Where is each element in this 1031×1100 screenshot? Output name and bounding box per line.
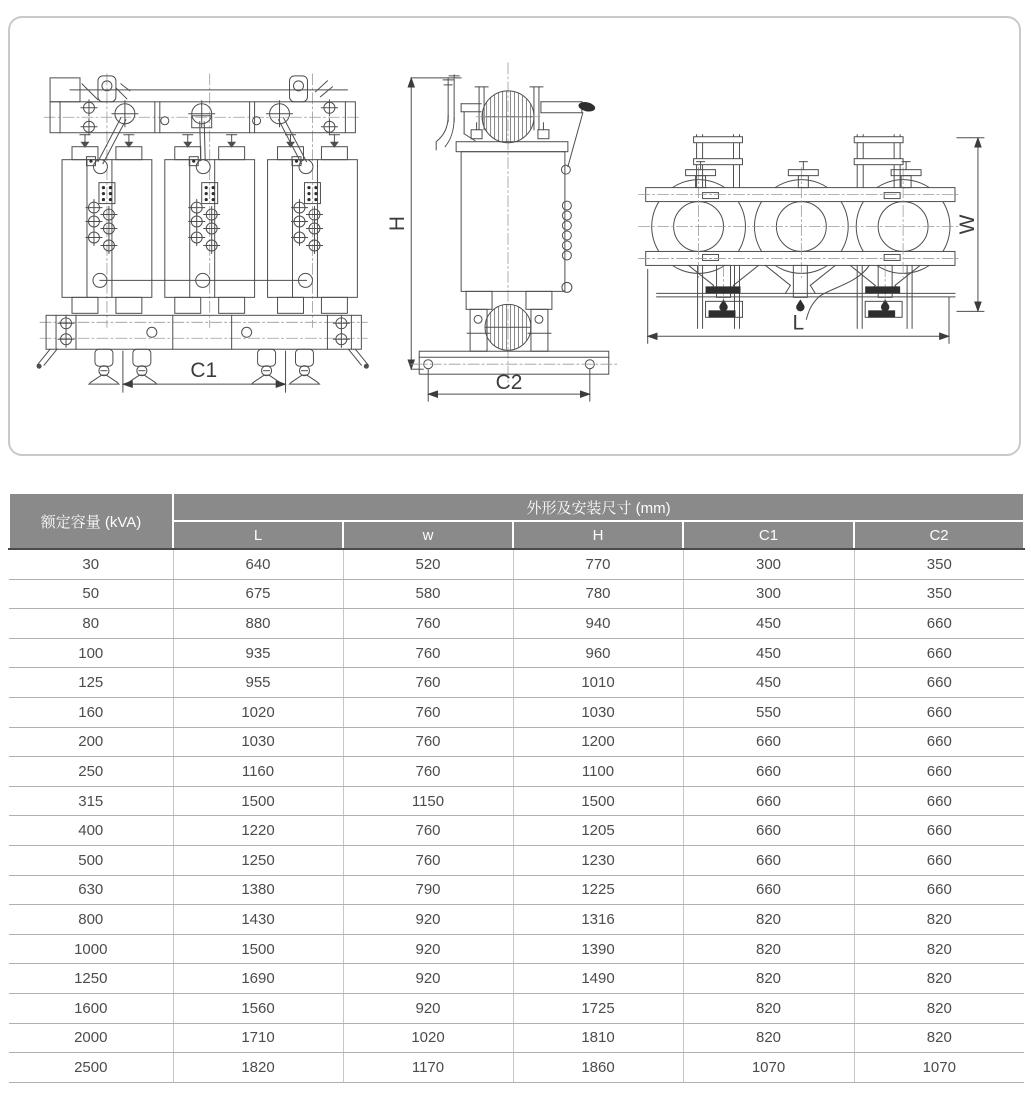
dimension-cell: 820 — [683, 1023, 854, 1053]
column-header-w: w — [343, 521, 513, 549]
column-header-h: H — [513, 521, 683, 549]
dimension-cell: 1860 — [513, 1053, 683, 1083]
rated-capacity-cell: 800 — [9, 905, 173, 935]
side-view-drawing — [386, 63, 617, 401]
dimension-cell: 1560 — [173, 993, 343, 1023]
dimension-cell: 660 — [683, 845, 854, 875]
top-view-drawing — [639, 135, 984, 344]
rated-capacity-cell: 1000 — [9, 934, 173, 964]
dimension-cell: 1500 — [173, 786, 343, 816]
dimension-cell: 1380 — [173, 875, 343, 905]
table-row — [9, 905, 1024, 935]
dimension-cell: 1490 — [513, 964, 683, 994]
rated-capacity-cell: 1600 — [9, 993, 173, 1023]
dimension-cell: 1690 — [173, 964, 343, 994]
dimension-cell: 660 — [854, 786, 1024, 816]
dimension-cell: 1070 — [854, 1053, 1024, 1083]
table-row — [9, 549, 1024, 579]
dimension-cell: 300 — [683, 549, 854, 579]
dimension-cell: 350 — [854, 579, 1024, 609]
rated-capacity-cell: 2000 — [9, 1023, 173, 1053]
dimension-cell: 1200 — [513, 727, 683, 757]
dimension-cell: 820 — [854, 905, 1024, 935]
rated-capacity-cell: 200 — [9, 727, 173, 757]
dimension-cell: 820 — [854, 964, 1024, 994]
dimension-cell: 1230 — [513, 845, 683, 875]
dimension-cell: 1020 — [343, 1023, 513, 1053]
dimensions-table-section — [8, 492, 1023, 1083]
table-row — [9, 638, 1024, 668]
rated-capacity-cell: 125 — [9, 668, 173, 698]
rated-capacity-cell: 160 — [9, 697, 173, 727]
dimension-cell: 820 — [683, 993, 854, 1023]
dimension-cell: 660 — [854, 875, 1024, 905]
dimension-cell: 580 — [343, 579, 513, 609]
dimension-cell: 770 — [513, 549, 683, 579]
dimension-cell: 780 — [513, 579, 683, 609]
dimension-cell: 660 — [854, 816, 1024, 846]
column-header-l: L — [173, 521, 343, 549]
dimensions-group-header: 外形及安装尺寸 (mm) — [173, 493, 1024, 521]
dimension-cell: 880 — [173, 609, 343, 639]
rated-capacity-header: 额定容量 (kVA) — [9, 493, 173, 549]
dimension-cell: 1820 — [173, 1053, 343, 1083]
dimension-cell: 1725 — [513, 993, 683, 1023]
dimension-cell: 675 — [173, 579, 343, 609]
dimension-cell: 660 — [683, 816, 854, 846]
diagram-panel — [8, 16, 1021, 456]
table-row — [9, 697, 1024, 727]
dimension-cell: 940 — [513, 609, 683, 639]
dimension-cell: 660 — [854, 638, 1024, 668]
rated-capacity-cell: 500 — [9, 845, 173, 875]
table-row — [9, 964, 1024, 994]
rated-capacity-cell: 250 — [9, 757, 173, 787]
dimension-cell: 660 — [854, 757, 1024, 787]
table-row — [9, 845, 1024, 875]
front-view-drawing — [37, 74, 369, 392]
dimension-cell: 1250 — [173, 845, 343, 875]
dimension-cell: 760 — [343, 845, 513, 875]
dimension-cell: 760 — [343, 727, 513, 757]
dimension-cell: 760 — [343, 668, 513, 698]
dimension-cell: 350 — [854, 549, 1024, 579]
table-row — [9, 875, 1024, 905]
table-row — [9, 816, 1024, 846]
dimension-cell: 1500 — [173, 934, 343, 964]
table-row — [9, 993, 1024, 1023]
dimension-cell: 1205 — [513, 816, 683, 846]
dimension-cell: 820 — [683, 964, 854, 994]
dimension-cell: 820 — [854, 934, 1024, 964]
rated-capacity-cell: 80 — [9, 609, 173, 639]
dimension-cell: 955 — [173, 668, 343, 698]
rated-capacity-cell: 2500 — [9, 1053, 173, 1083]
dimension-cell: 450 — [683, 609, 854, 639]
dimension-cell: 1430 — [173, 905, 343, 935]
dimension-cell: 760 — [343, 816, 513, 846]
dimension-cell: 1150 — [343, 786, 513, 816]
dimension-cell: 1030 — [513, 697, 683, 727]
dimension-cell: 660 — [683, 727, 854, 757]
dimension-cell: 1160 — [173, 757, 343, 787]
dimension-cell: 920 — [343, 905, 513, 935]
rated-capacity-cell: 100 — [9, 638, 173, 668]
dimension-cell: 660 — [683, 757, 854, 787]
table-row — [9, 1053, 1024, 1083]
rated-capacity-cell: 315 — [9, 786, 173, 816]
dimension-cell: 1390 — [513, 934, 683, 964]
dim-label-w: W — [955, 214, 979, 235]
dimension-cell: 760 — [343, 757, 513, 787]
dimension-cell: 1316 — [513, 905, 683, 935]
dimension-cell: 760 — [343, 609, 513, 639]
dim-label-l: L — [792, 311, 805, 335]
dimension-cell: 550 — [683, 697, 854, 727]
dimension-cell: 1030 — [173, 727, 343, 757]
dimension-cell: 820 — [683, 934, 854, 964]
dimension-cell: 820 — [854, 993, 1024, 1023]
dimension-cell: 660 — [854, 609, 1024, 639]
dimension-cell: 520 — [343, 549, 513, 579]
rated-capacity-cell: 400 — [9, 816, 173, 846]
dim-label-c1: C1 — [190, 359, 218, 383]
dimension-cell: 300 — [683, 579, 854, 609]
dimension-cell: 935 — [173, 638, 343, 668]
dimension-cell: 790 — [343, 875, 513, 905]
dimensions-table — [8, 492, 1025, 1083]
dimension-cell: 760 — [343, 638, 513, 668]
dimension-cell: 1020 — [173, 697, 343, 727]
rated-capacity-cell: 30 — [9, 549, 173, 579]
dimension-cell: 1100 — [513, 757, 683, 787]
dimension-cell: 1225 — [513, 875, 683, 905]
dimension-cell: 450 — [683, 668, 854, 698]
dimension-cell: 660 — [854, 845, 1024, 875]
dimension-cell: 1500 — [513, 786, 683, 816]
dimension-cell: 820 — [854, 1023, 1024, 1053]
dimension-cell: 660 — [854, 727, 1024, 757]
dimension-cell: 660 — [854, 697, 1024, 727]
table-row — [9, 1023, 1024, 1053]
dimension-cell: 960 — [513, 638, 683, 668]
transformer-drawings — [10, 18, 1019, 454]
dimension-cell: 920 — [343, 964, 513, 994]
table-row — [9, 609, 1024, 639]
dimension-cell: 760 — [343, 697, 513, 727]
dimension-cell: 820 — [683, 905, 854, 935]
dimension-cell: 1170 — [343, 1053, 513, 1083]
column-header-c2: C2 — [854, 521, 1024, 549]
table-row — [9, 727, 1024, 757]
dimension-cell: 1010 — [513, 668, 683, 698]
dimension-cell: 640 — [173, 549, 343, 579]
table-row — [9, 757, 1024, 787]
rated-capacity-cell: 1250 — [9, 964, 173, 994]
dim-label-c2: C2 — [495, 371, 523, 395]
dimension-cell: 1070 — [683, 1053, 854, 1083]
dimension-cell: 660 — [683, 875, 854, 905]
dimension-cell: 920 — [343, 934, 513, 964]
table-body — [9, 549, 1024, 1082]
rated-capacity-cell: 630 — [9, 875, 173, 905]
dimension-cell: 920 — [343, 993, 513, 1023]
dimension-cell: 450 — [683, 638, 854, 668]
dimension-cell: 1220 — [173, 816, 343, 846]
dim-label-h: H — [386, 215, 410, 232]
dimension-cell: 1710 — [173, 1023, 343, 1053]
table-row — [9, 786, 1024, 816]
table-row — [9, 668, 1024, 698]
dimension-cell: 660 — [683, 786, 854, 816]
dimension-cell: 1810 — [513, 1023, 683, 1053]
rated-capacity-cell: 50 — [9, 579, 173, 609]
table-row — [9, 934, 1024, 964]
table-row — [9, 579, 1024, 609]
column-header-c1: C1 — [683, 521, 854, 549]
dimension-cell: 660 — [854, 668, 1024, 698]
